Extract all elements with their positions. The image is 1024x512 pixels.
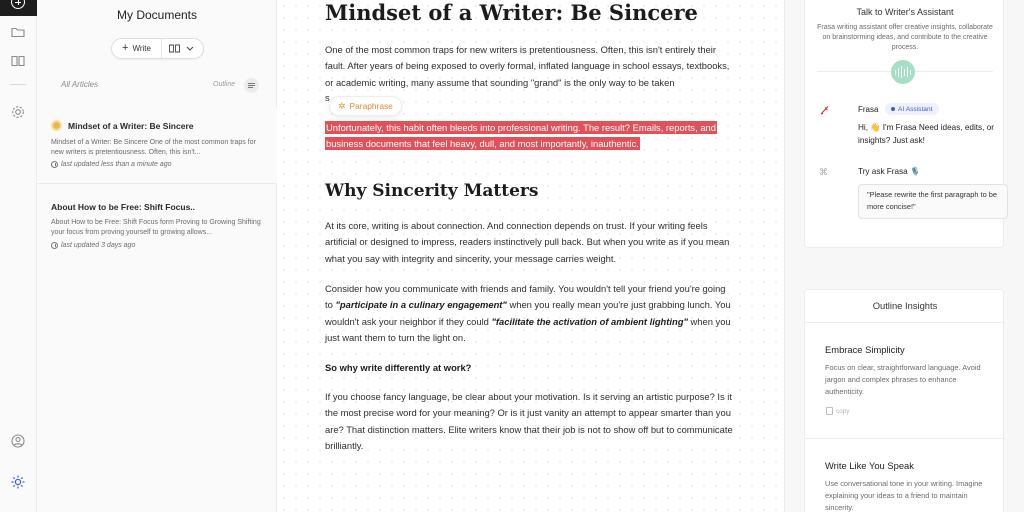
quote-icon: ⌘: [819, 167, 828, 177]
badge-dot-icon: [891, 107, 895, 111]
document-excerpt: Mindset of a Writer: Be Sincere One of the most common traps for new writers is pretentiousness. Often, this isn't...: [51, 139, 256, 156]
write-button[interactable]: [112, 39, 162, 58]
divider: [805, 322, 1005, 323]
document-item-title-row: [51, 120, 193, 131]
document-item[interactable]: [37, 108, 277, 184]
document-updated: last updated 3 days ago: [61, 242, 136, 249]
insight-heading: Write Like You Speak: [825, 460, 914, 471]
insight-body: Use conversational tone in your writing. Imagine explaining your ideas to a friend to maintain sincerity.: [825, 479, 983, 512]
assistant-subtitle: Frasa writing assistant offer creative insights, collaborate on brainstorming ideas, and contribute to the creative process.: [817, 24, 993, 51]
assistant-title: Talk to Writer's Assistant: [856, 7, 954, 17]
book-icon[interactable]: [10, 53, 26, 69]
paraphrase-button[interactable]: [329, 96, 402, 116]
badge-label: AI Assistant: [898, 105, 933, 113]
copy-label: copy: [836, 407, 850, 415]
assistant-card: [804, 0, 1004, 248]
document-title: About How to be Free: Shift Focus..: [51, 202, 196, 212]
rail-divider: [10, 84, 26, 85]
folder-icon[interactable]: [10, 24, 26, 40]
insight-body: Focus on clear, straightforward language. Avoid jargon and complex phrases to enhance authenticity.: [825, 363, 981, 396]
sparkle-icon: ✲: [338, 100, 346, 111]
try-ask-label: Try ask Frasa 🎙️: [858, 167, 921, 176]
book-dropdown[interactable]: [162, 44, 194, 53]
theme-icon[interactable]: [10, 474, 26, 490]
account-icon[interactable]: [10, 433, 26, 449]
document-meta: [51, 161, 172, 168]
add-button[interactable]: [0, 0, 37, 16]
outline-toggle-icon[interactable]: [244, 78, 259, 93]
active-dot-icon: [51, 120, 62, 131]
paraphrase-label: Paraphrase: [349, 101, 393, 111]
clock-icon: [51, 161, 58, 168]
insight-heading: Embrace Simplicity: [825, 344, 905, 355]
bot-name: Frasa: [858, 105, 879, 114]
settings-icon[interactable]: [10, 104, 26, 120]
suggested-prompt[interactable]: "Please rewrite the first paragraph to be more concise!": [858, 184, 1008, 219]
outline-insights-card: [804, 289, 1004, 512]
para3-emphasis-1: "participate in a culinary engagement": [335, 299, 507, 311]
voice-button[interactable]: [891, 60, 915, 84]
document-item-title-row: [51, 202, 195, 212]
document-item[interactable]: [37, 184, 277, 260]
paragraph-1[interactable]: One of the most common traps for new writers is pretentiousness. Often, this isn't entirely their fault. After years of being exposed to overly formal, inflated language in school essays, textbooks, or academic writing, many assume that sounding "grand" is the only way to be taken: [325, 44, 730, 88]
plus-icon: +: [122, 42, 129, 54]
paragraph-3[interactable]: [325, 281, 735, 346]
highlighted-selection[interactable]: [325, 120, 735, 152]
frasa-logo-icon: [819, 104, 831, 116]
icon-rail: [0, 0, 37, 512]
document-excerpt: About How to be Free: Shift Focus form Proving to Growing Shifting your focus from proving yourself to growing allows...: [51, 219, 261, 236]
chevron-down-icon: [186, 46, 194, 51]
document-meta: [51, 242, 135, 249]
divider: [805, 438, 1005, 439]
paragraph-1-tail: s: [325, 92, 330, 103]
documents-title: My Documents: [116, 8, 198, 22]
copy-icon: [826, 407, 833, 415]
documents-panel: [37, 0, 277, 512]
editor-canvas[interactable]: [278, 0, 783, 512]
highlighted-text: Unfortunately, this habit often bleeds into professional writing. The result? Emails, reports, and business documents that feel heavy, dull, and most importantly, inauthentic.: [326, 122, 716, 149]
document-updated: last updated less than a minute ago: [61, 161, 172, 168]
para3-emphasis-2: "facilitate the activation of ambient lighting": [491, 315, 688, 327]
insights-title: Outline Insights: [872, 300, 938, 311]
copy-button[interactable]: [826, 407, 850, 415]
para3-text-b: when you really mean you're just grabbing lunch. You wouldn't ask your neighbor if they could: [325, 299, 731, 327]
para3-text-c: when you just want them to turn the light on.: [325, 315, 731, 343]
document-title: Mindset of a Writer: Be Sincere: [68, 120, 194, 131]
subheading[interactable]: So why write differently at work?: [325, 362, 472, 373]
paragraph-4[interactable]: If you choose fancy language, be clear about your motivation. Is it serving an artistic purpose? Is it the most precise word for your meaning? Or is it just vanity an attempt to appear smarter than you are? That distinction matters. Elite writers know that their job is not to show off but to communicate brilliantly.: [325, 391, 733, 451]
write-label: Write: [132, 44, 151, 53]
add-icon: [11, 0, 25, 9]
waveform-icon: [894, 66, 913, 78]
para3-text-a: Consider how you communicate with friends and family. You wouldn't tell your friend you're going to: [325, 283, 726, 311]
ai-assistant-badge: [885, 103, 939, 115]
clock-icon: [51, 242, 58, 249]
write-button-group: [111, 38, 204, 59]
right-sidebar: [784, 0, 1024, 512]
all-articles-label: All Articles: [61, 80, 99, 89]
article-title[interactable]: Mindset of a Writer: Be Sincere: [325, 0, 698, 25]
paragraph-2[interactable]: At its core, writing is about connection. And connection depends on trust. If your writing feels artificial or designed to impress, readers instinctively pull back. But when you write as if you mean what you say with integrity and sincerity, your message carries weight.: [325, 220, 730, 264]
outline-label: Outline: [213, 81, 236, 88]
section-heading[interactable]: Why Sincerity Matters: [325, 181, 539, 201]
assistant-greeting: Hi, 👋 I'm Frasa Need ideas, edits, or insights? Just ask!: [858, 123, 994, 145]
open-book-icon: [169, 44, 180, 53]
